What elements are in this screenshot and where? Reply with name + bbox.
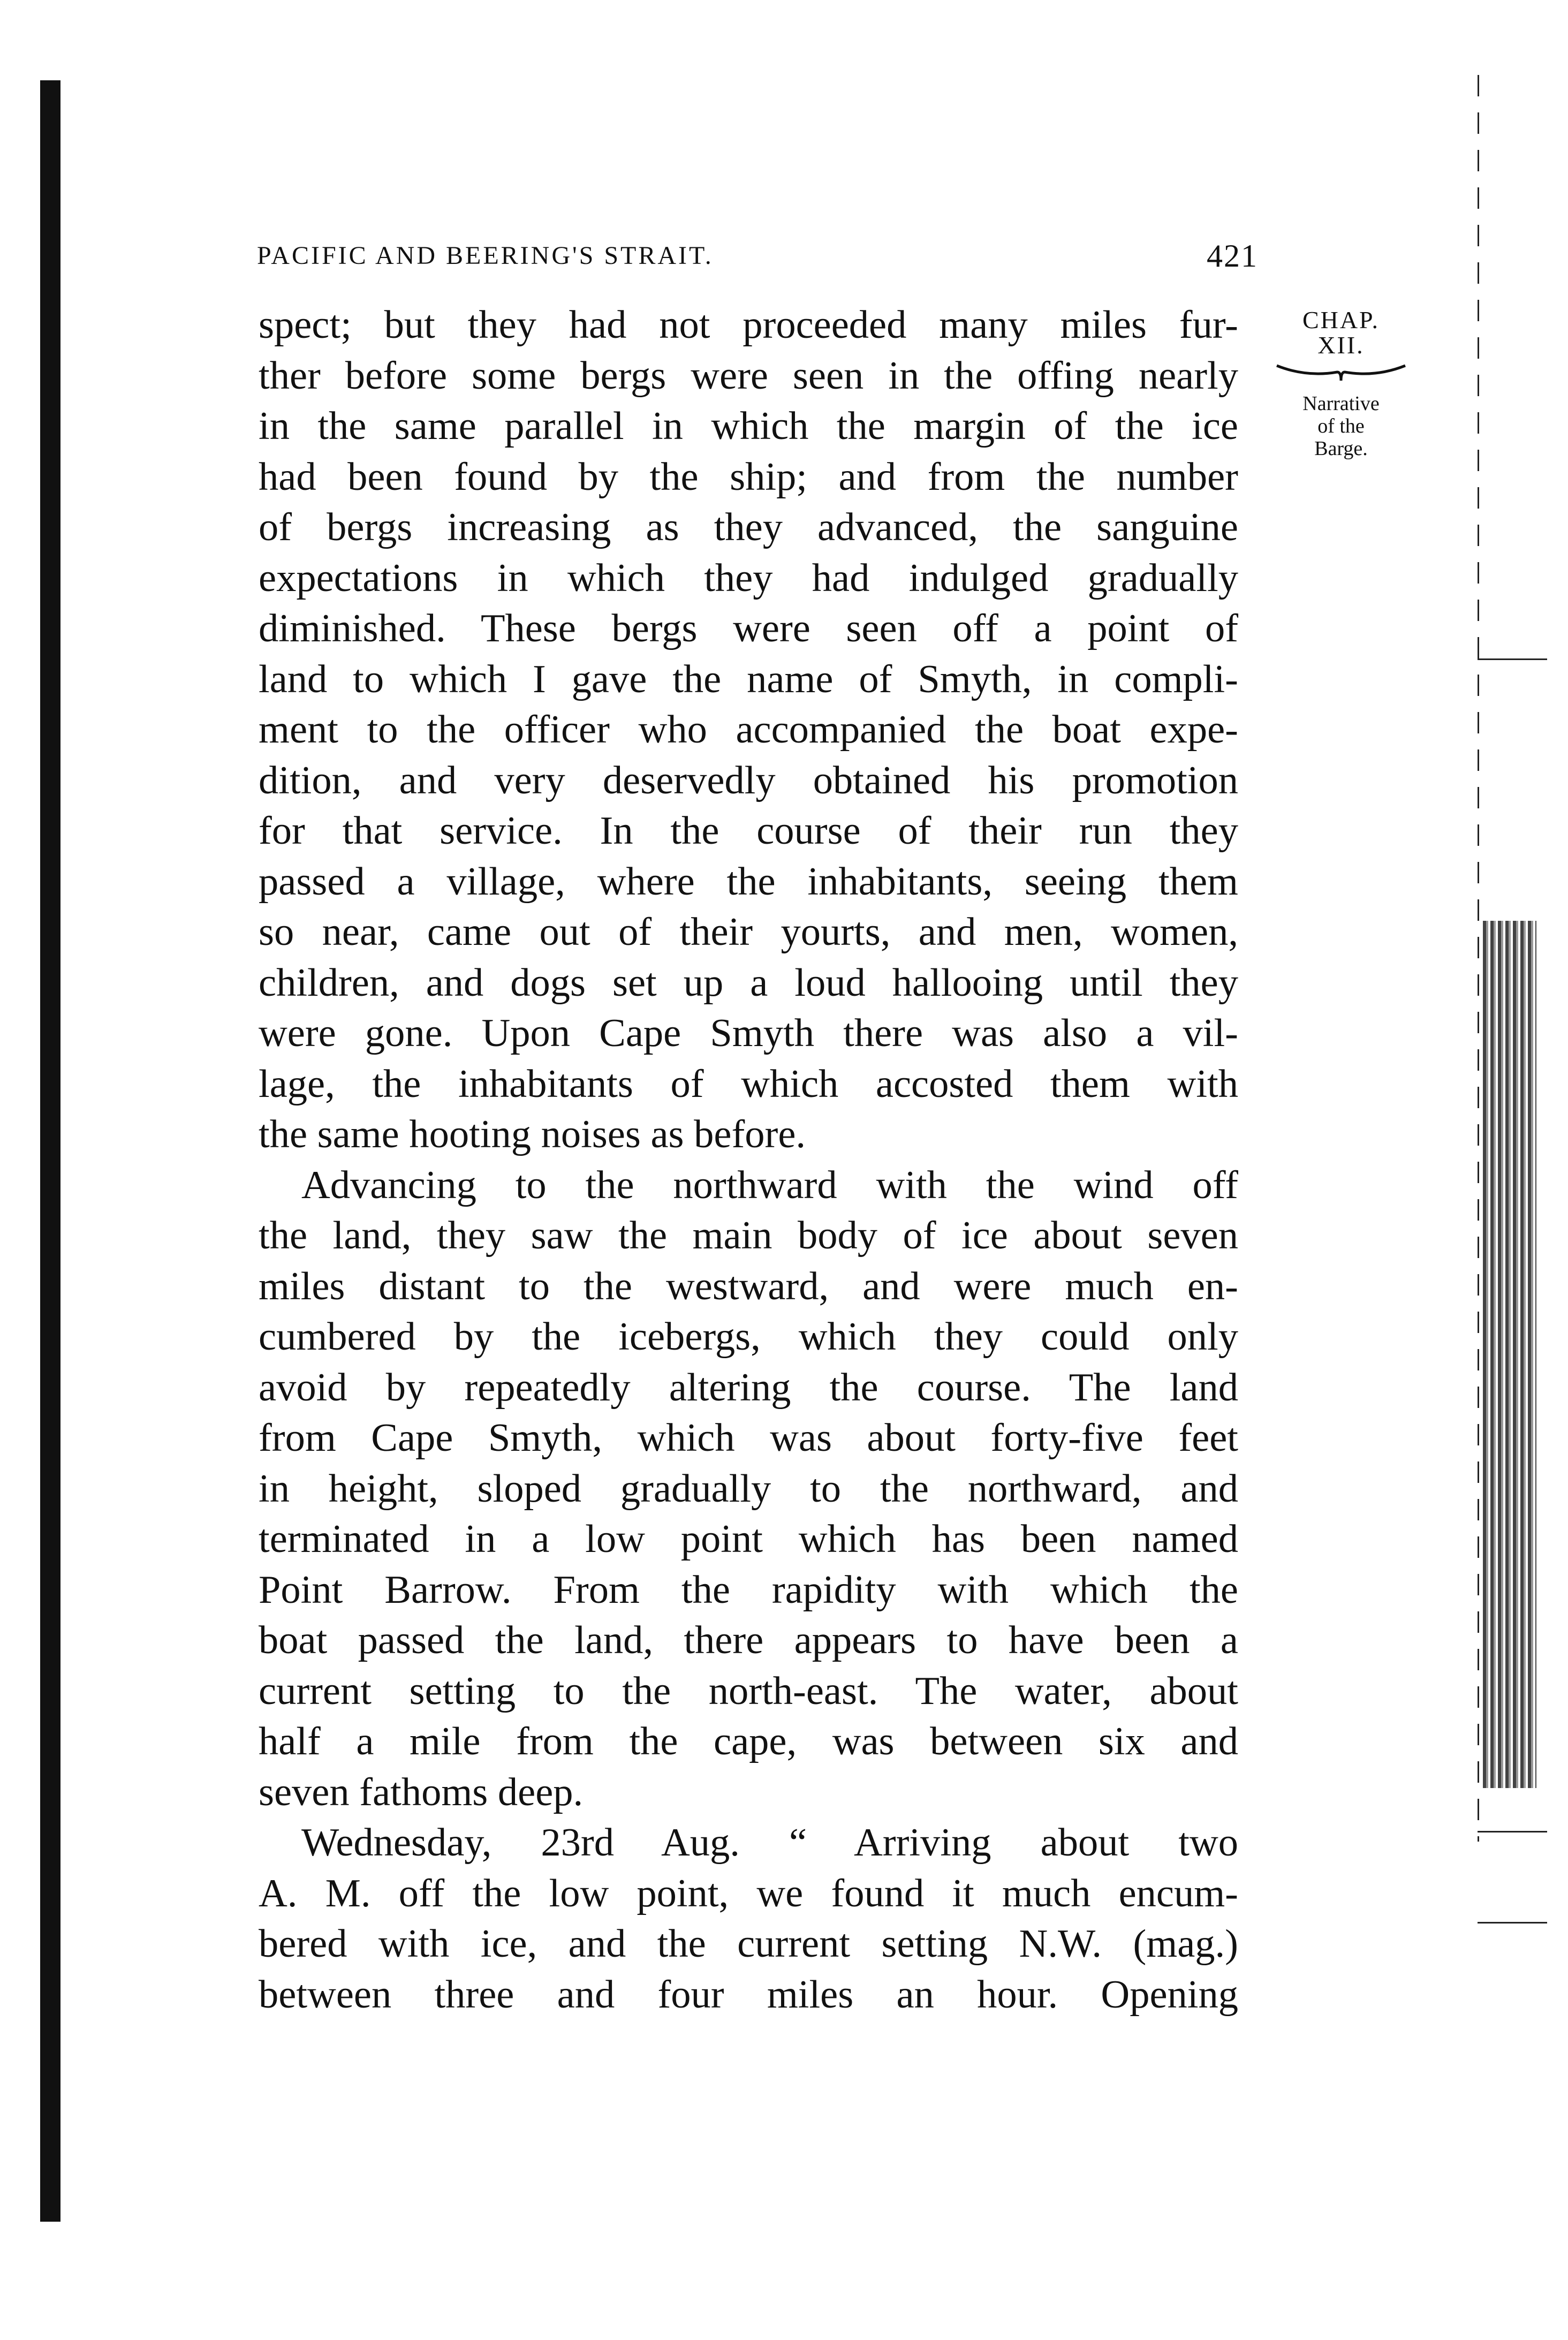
chapter-number: XII. <box>1317 331 1365 359</box>
text-line: miles distant to the westward, and were much en- <box>259 1264 1238 1308</box>
text-line: had been found by the ship; and from the number <box>259 455 1238 499</box>
text-line: of bergs increasing as they advanced, the sanguine <box>259 505 1238 549</box>
text-line: ment to the officer who accompanied the boat expe- <box>259 708 1238 752</box>
text-line: Point Barrow. From the rapidity with which the <box>259 1567 1238 1612</box>
text-line: expectations in which they had indulged gradually <box>259 556 1238 600</box>
text-line: half a mile from the cape, was between six and <box>259 1720 1238 1763</box>
margin-note <box>1261 308 1421 460</box>
text-line: the land, they saw the main body of ice about seven <box>259 1214 1238 1258</box>
text-line: children, and dogs set up a loud hallooing until they <box>259 960 1238 1005</box>
text-line: Wednesday, 23rd Aug. “ Arriving about two <box>301 1821 1238 1865</box>
running-head <box>257 238 1258 284</box>
text-line: so near, came out of their yourts, and men, women, <box>259 910 1238 954</box>
text-line: land to which I gave the name of Smyth, in compli- <box>259 657 1238 701</box>
adjacent-page-edge <box>1478 75 1479 1842</box>
page-binding-shadow <box>40 80 60 2222</box>
brace-ornament <box>1274 361 1408 383</box>
text-line: Advancing to the northward with the wind off <box>301 1163 1238 1207</box>
text-line: passed a village, where the inhabitants, seeing them <box>259 859 1238 904</box>
side-note-line: Narrative <box>1302 392 1380 415</box>
text-line: boat passed the land, there appears to have been a <box>259 1618 1238 1662</box>
adjacent-page-bleed <box>1483 921 1536 1788</box>
edge-tick <box>1478 1922 1547 1924</box>
text-line: were gone. Upon Cape Smyth there was also a vil- <box>259 1011 1238 1055</box>
edge-tick <box>1478 658 1547 660</box>
text-line: between three and four miles an hour. Opening <box>259 1972 1238 2017</box>
text-line: ther before some bergs were seen in the offing nearly <box>259 353 1238 398</box>
running-title: PACIFIC AND BEERING'S STRAIT. <box>257 241 714 270</box>
side-note-line: Barge. <box>1314 437 1368 460</box>
text-line: A. M. off the low point, we found it much encum- <box>259 1871 1238 1915</box>
body-text <box>259 300 1238 2020</box>
text-line: avoid by repeatedly altering the course. The land <box>259 1365 1238 1410</box>
text-line: the same hooting noises as before. <box>259 1112 806 1156</box>
text-line: for that service. In the course of their run they <box>259 809 1238 853</box>
text-line: from Cape Smyth, which was about forty-five feet <box>259 1416 1238 1460</box>
text-line: bered with ice, and the current setting N.W. (mag.) <box>259 1922 1238 1966</box>
text-line: lage, the inhabitants of which accosted them with <box>259 1062 1238 1106</box>
page-number: 421 <box>1207 238 1258 274</box>
chapter-label: CHAP. <box>1302 306 1380 334</box>
text-line: seven fathoms deep. <box>259 1770 584 1814</box>
edge-tick <box>1478 1831 1547 1832</box>
text-line: diminished. These bergs were seen off a point of <box>259 607 1238 650</box>
side-note-line: of the <box>1317 415 1365 437</box>
text-line: spect; but they had not proceeded many miles fur- <box>259 303 1238 347</box>
text-line: in height, sloped gradually to the northward, and <box>259 1466 1238 1511</box>
text-line: dition, and very deservedly obtained his promotion <box>259 758 1238 802</box>
text-line: terminated in a low point which has been named <box>259 1517 1238 1561</box>
text-line: cumbered by the icebergs, which they could only <box>259 1315 1238 1359</box>
text-line: current setting to the north-east. The water, about <box>259 1669 1238 1713</box>
text-line: in the same parallel in which the margin of the ice <box>259 404 1238 448</box>
